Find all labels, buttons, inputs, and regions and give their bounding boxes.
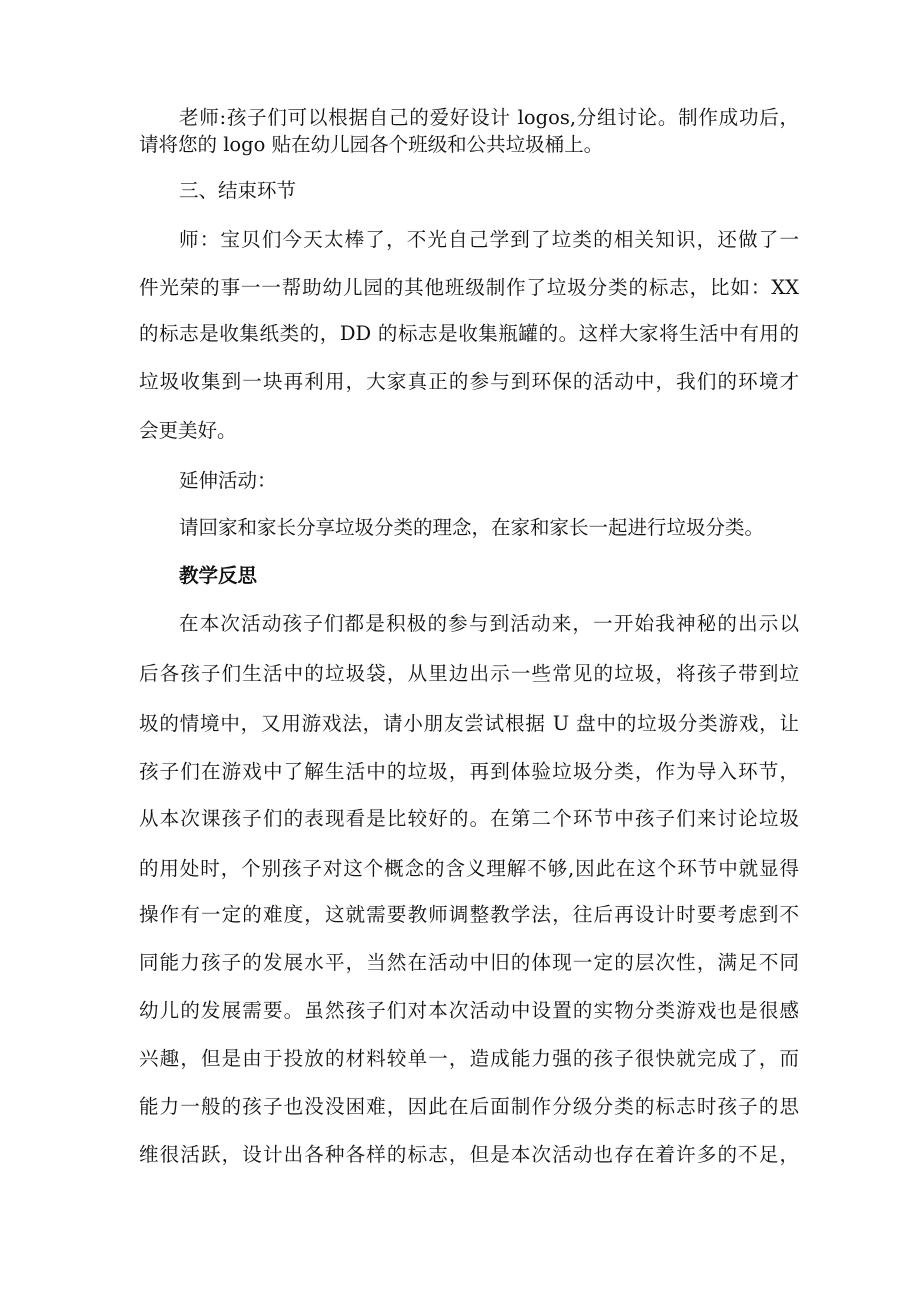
paragraph-reflection-line-11: 能力一般的孩子也没没困难，因此在后面制作分级分类的标志时孩子的思 (139, 1095, 799, 1118)
paragraph-reflection-line-1: 在本次活动孩子们都是积极的参与到活动来，一开始我神秘的出示以 (179, 612, 799, 635)
paragraph-reflection-line-12: 维很活跃，设计出各种各样的标志，但是本次活动也存在着许多的不足， (139, 1143, 799, 1166)
paragraph-extension: 请回家和家长分享垃圾分类的理念，在家和家长一起进行垃圾分类。 (179, 516, 765, 539)
paragraph-reflection-line-8: 同能力孩子的发展水平，当然在活动中旧的体现一定的层次性，满足不同 (139, 951, 799, 974)
paragraph-reflection-line-2: 后各孩子们生活中的垃圾袋，从里边出示一些常见的垃圾，将孩子带到垃 (139, 662, 799, 685)
paragraph-closing-line-2: 件光荣的事一一帮助幼儿园的其他班级制作了垃圾分类的标志，比如：XX (139, 276, 799, 299)
heading-extension-activity: 延伸活动： (179, 469, 277, 492)
paragraph-reflection-line-10: 兴趣，但是由于投放的材料较单一，造成能力强的孩子很快就完成了，而 (139, 1047, 799, 1070)
paragraph-reflection-line-9: 幼儿的发展需要。虽然孩子们对本次活动中设置的实物分类游戏也是很感 (139, 999, 799, 1022)
paragraph-closing-line-4: 垃圾收集到一块再利用，大家真正的参与到环保的活动中，我们的环境才 (139, 370, 799, 393)
paragraph-reflection-line-7: 操作有一定的难度，这就需要教师调整教学法，往后再设计时要考虑到不 (139, 903, 799, 926)
paragraph-reflection-line-5: 从本次课孩子们的表现看是比较好的。在第二个环节中孩子们来讨论垃圾 (139, 807, 799, 830)
paragraph-reflection-line-3: 圾的情境中，又用游戏法，请小朋友尝试根据 U 盘中的垃圾分类游戏，让 (139, 712, 799, 735)
heading-closing-section: 三、结束环节 (179, 179, 297, 202)
paragraph-closing-line-3: 的标志是收集纸类的，DD 的标志是收集瓶罐的。这样大家将生活中有用的 (139, 322, 799, 345)
paragraph-reflection-line-6: 的用处时，个别孩子对这个概念的含义理解不够,因此在这个环节中就显得 (139, 857, 799, 880)
paragraph-teacher-line-1: 老师:孩子们可以根据自己的爱好设计 logos,分组讨论。制作成功后， (179, 106, 799, 129)
paragraph-reflection-line-4: 孩子们在游戏中了解生活中的垃圾，再到体验垃圾分类，作为导入环节， (139, 760, 799, 783)
paragraph-closing-line-1: 师：宝贝们今天太棒了，不光自己学到了垃类的相关知识，还做了一 (179, 228, 799, 251)
paragraph-teacher-line-2: 请将您的 logo 贴在幼儿园各个班级和公共垃圾桶上。 (139, 133, 604, 156)
paragraph-closing-line-5: 会更美好。 (139, 419, 237, 442)
heading-teaching-reflection: 教学反思 (179, 564, 258, 587)
